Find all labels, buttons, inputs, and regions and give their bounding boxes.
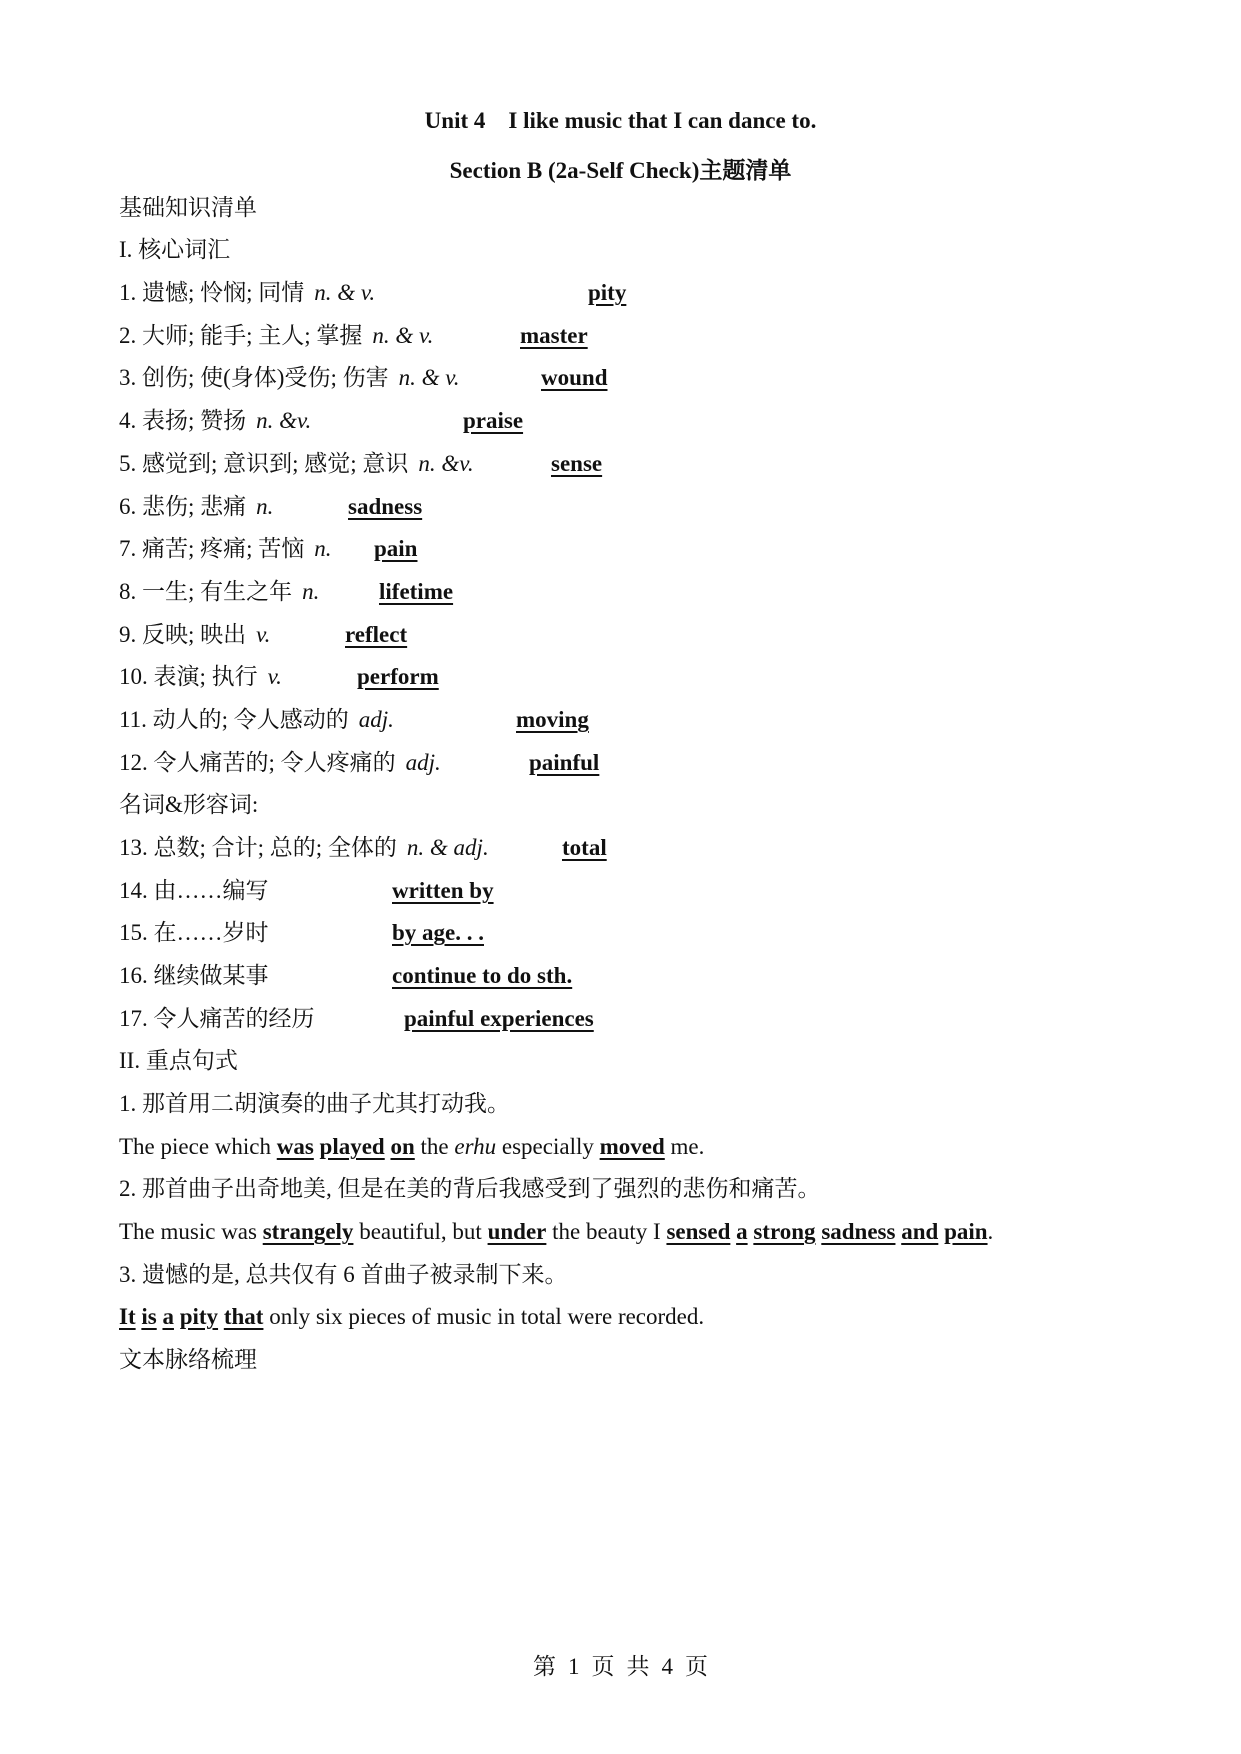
phrase-answer: written by [392, 878, 494, 903]
phrase-item: 16. 继续做某事 [119, 963, 269, 988]
vocab-item: 11. 动人的; 令人感动的 adj. [119, 707, 394, 732]
sentence-3-en: It is a pity that only six pieces of music in total were recorded. [119, 1304, 705, 1329]
phrase-item: 15. 在……岁时 [119, 920, 269, 945]
outline-heading: 文本脉络梳理 [119, 1347, 257, 1372]
vocab-item: 7. 痛苦; 疼痛; 苦恼 n. [119, 536, 332, 561]
page-footer: 第 1 页 共 4 页 [533, 1654, 708, 1679]
vocab-answer: perform [357, 664, 439, 689]
doc-title: Unit 4 I like music that I can dance to. [424, 108, 817, 133]
phrase-item: 13. 总数; 合计; 总的; 全体的 n. & adj. [119, 835, 489, 860]
phrase-answer: continue to do sth. [392, 963, 573, 988]
vocab-item: 9. 反映; 映出 v. [119, 622, 271, 647]
vocab-item: 1. 遗憾; 怜悯; 同情 n. & v. [119, 280, 376, 305]
vocab-answer: pain [374, 536, 418, 561]
vocab-answer: moving [516, 707, 589, 732]
vocab-item: 2. 大师; 能手; 主人; 掌握 n. & v. [119, 323, 434, 348]
phrase-answer: total [562, 835, 607, 860]
page-total: 4 [661, 1654, 673, 1679]
vocab-answer: reflect [345, 622, 408, 647]
vocab-answer: painful [529, 750, 600, 775]
phrase-answer: painful experiences [404, 1006, 594, 1031]
sentence-2-cn: 2. 那首曲子出奇地美, 但是在美的背后我感受到了强烈的悲伤和痛苦。 [119, 1176, 821, 1201]
vocab-item: 12. 令人痛苦的; 令人疼痛的 adj. [119, 750, 441, 775]
nouns-adjs-heading: 名词&形容词: [119, 792, 259, 817]
phrase-item: 17. 令人痛苦的经历 [119, 1006, 315, 1031]
vocab-answer: praise [463, 408, 524, 433]
page-number: 1 [568, 1654, 580, 1679]
vocab-answer: sense [551, 451, 603, 476]
phrase-answer: by age. . . [392, 920, 484, 945]
basics-heading: 基础知识清单 [119, 195, 257, 220]
sentence-1-en: The piece which was played on the erhu especially moved me. [119, 1134, 705, 1159]
vocab-answer: pity [588, 280, 627, 305]
sentence-1-cn: 1. 那首用二胡演奏的曲子尤其打动我。 [119, 1091, 510, 1116]
sentences-heading: II. 重点句式 [119, 1048, 238, 1073]
vocab-item: 8. 一生; 有生之年 n. [119, 579, 320, 604]
doc-subtitle: Section B (2a-Self Check)主题清单 [449, 158, 792, 183]
vocab-item: 10. 表演; 执行 v. [119, 664, 282, 689]
vocab-answer: sadness [348, 494, 423, 519]
vocab-item: 5. 感觉到; 意识到; 感觉; 意识 n. &v. [119, 451, 474, 476]
sentence-3-cn: 3. 遗憾的是, 总共仅有 6 首曲子被录制下来。 [119, 1262, 568, 1287]
vocab-answer: lifetime [379, 579, 454, 604]
vocab-item: 4. 表扬; 赞扬 n. &v. [119, 408, 312, 433]
vocab-heading: I. 核心词汇 [119, 237, 231, 262]
vocab-answer: wound [541, 365, 608, 390]
vocab-item: 3. 创伤; 使(身体)受伤; 伤害 n. & v. [119, 365, 460, 390]
vocab-answer: master [520, 323, 588, 348]
phrase-item: 14. 由……编写 [119, 878, 269, 903]
sentence-2-en: The music was strangely beautiful, but under the beauty I sensed a strong sadness and pain. [119, 1219, 994, 1244]
vocab-item: 6. 悲伤; 悲痛 n. [119, 494, 274, 519]
